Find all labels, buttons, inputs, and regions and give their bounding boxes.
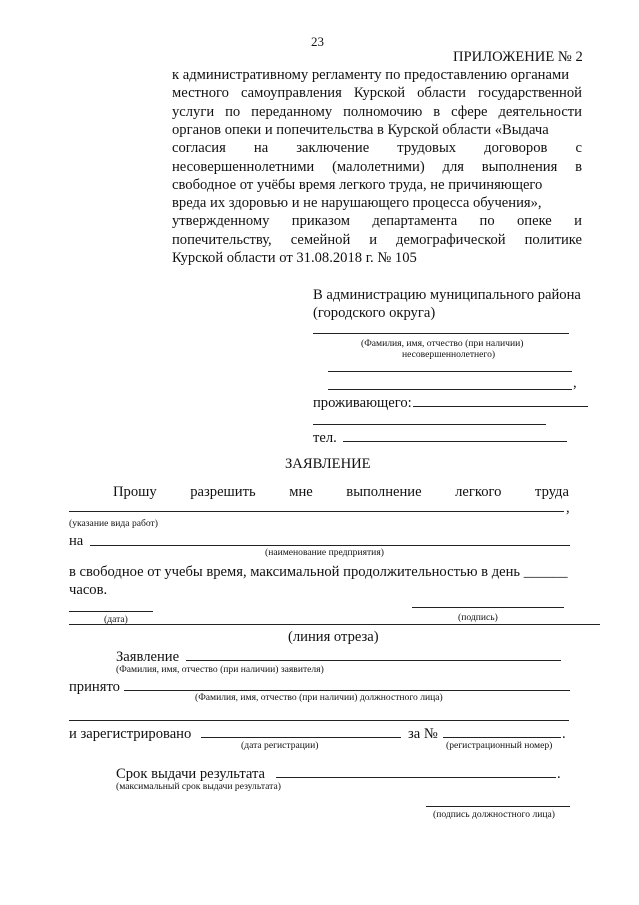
appendix-line — [172, 194, 542, 212]
signature-field[interactable] — [412, 607, 564, 608]
addressee-comma: , — [573, 375, 577, 391]
official-signature-field[interactable] — [426, 806, 570, 807]
deadline-label: Срок выдачи результата — [116, 766, 266, 782]
minor-name-hint-1: (Фамилия, имя, отчество (при наличии) — [361, 338, 524, 349]
date-field[interactable] — [69, 611, 153, 612]
appendix-word: по — [479, 213, 495, 230]
appendix-word: с — [575, 140, 582, 157]
appendix-word: согласия — [172, 140, 226, 157]
request-word: легкого — [455, 484, 502, 500]
appendix-word: услуги — [172, 103, 215, 120]
appendix-line — [172, 84, 582, 102]
request-word: выполнение — [346, 484, 422, 500]
appendix-line — [172, 66, 569, 84]
free-time-text: в свободное от учебы время, максимальной продолжительностью в день ______ — [69, 564, 568, 580]
receipt-statement-label: Заявление — [116, 649, 180, 665]
official-field-2[interactable] — [69, 720, 569, 721]
appendix-word: к административному регламенту по предоставлению органами — [172, 67, 570, 83]
appendix-word: по — [225, 103, 241, 120]
appendix-word: приказом — [291, 213, 350, 230]
on-label: на — [69, 533, 84, 549]
company-hint: (наименование предприятия) — [265, 547, 384, 558]
appendix-word: выполнения — [481, 158, 558, 175]
appendix-word: Курской — [353, 85, 406, 102]
appendix-word: в — [575, 158, 582, 175]
reg-date-field[interactable] — [201, 737, 401, 738]
addressee-line-2: (городского округа) — [313, 305, 436, 321]
appendix-line — [172, 158, 582, 176]
work-type-hint: (указание вида работ) — [69, 518, 158, 529]
appendix-word: (малолетними) — [332, 158, 425, 175]
reg-number-field[interactable] — [443, 737, 561, 738]
appendix-word: опеке — [517, 213, 552, 230]
appendix-line — [172, 103, 582, 121]
phone-field[interactable] — [343, 441, 567, 442]
work-type-field[interactable] — [69, 511, 564, 512]
cut-line-label: (линия отреза) — [288, 629, 379, 645]
appendix-word: и — [369, 231, 378, 248]
appendix-word: сфере — [451, 103, 488, 120]
appendix-line — [172, 176, 542, 194]
deadline-period: . — [557, 766, 561, 782]
residing-field-2[interactable] — [313, 424, 546, 425]
page-number: 23 — [311, 34, 324, 49]
statement-title: ЗАЯВЛЕНИЕ — [285, 456, 371, 472]
reg-date-hint: (дата регистрации) — [241, 740, 319, 751]
appendix-word: местного — [172, 85, 229, 102]
deadline-hint: (максимальный срок выдачи результата) — [116, 781, 281, 792]
hours-label: часов. — [69, 582, 108, 598]
phone-label: тел. — [313, 430, 337, 446]
minor-name-field-2[interactable] — [328, 371, 572, 372]
appendix-word: попечительству, — [172, 231, 272, 248]
appendix-title: ПРИЛОЖЕНИЕ № 2 — [453, 49, 583, 65]
appendix-word: в — [433, 103, 441, 120]
appendix-word: для — [442, 158, 464, 175]
residing-label: проживающего: — [313, 395, 412, 411]
request-line — [113, 483, 569, 501]
cut-separator — [69, 624, 600, 625]
appendix-word: утвержденному — [172, 213, 270, 230]
residing-field[interactable] — [413, 406, 588, 407]
appendix-word: трудовых — [397, 140, 457, 157]
reg-period: . — [562, 726, 566, 742]
signature-hint: (подпись) — [458, 612, 498, 623]
appendix-word: области — [417, 85, 466, 102]
appendix-word: демографической — [396, 231, 506, 248]
request-word: Прошу — [113, 484, 157, 500]
official-hint: (Фамилия, имя, отчество (при наличии) должностного лица) — [195, 692, 443, 703]
applicant-hint: (Фамилия, имя, отчество (при наличии) заявителя) — [116, 664, 324, 675]
appendix-word: договоров — [484, 140, 548, 157]
number-label: за № — [408, 726, 438, 742]
official-signature-hint: (подпись должностного лица) — [433, 809, 555, 820]
appendix-line — [172, 121, 549, 139]
appendix-word: несовершеннолетними — [172, 158, 315, 175]
accepted-label: принято — [69, 679, 120, 695]
minor-name-field-3[interactable] — [328, 389, 572, 390]
applicant-field[interactable] — [186, 660, 561, 661]
appendix-word: свободное от учёбы время легкого труда, не причиняющего — [172, 176, 543, 193]
request-word: труда — [535, 484, 569, 500]
appendix-word: органов опеки и попечительства в Курской области «Выдача — [172, 121, 549, 138]
appendix-word: департамента — [372, 213, 458, 230]
appendix-word: вреда их здоровью и не нарушающего процесса обучения», — [172, 195, 542, 212]
appendix-word: семейной — [290, 231, 351, 248]
date-hint: (дата) — [104, 614, 128, 625]
request-word: разрешить — [190, 484, 256, 500]
minor-name-hint-2: несовершеннолетнего) — [402, 349, 496, 360]
appendix-word: полномочию — [343, 103, 423, 120]
appendix-word: государственной — [477, 85, 582, 102]
appendix-word: Курской области от 31.08.2018 г. № 105 — [172, 250, 417, 266]
appendix-word: самоуправления — [241, 85, 342, 102]
work-type-comma: , — [566, 500, 570, 516]
appendix-word: политике — [524, 231, 582, 248]
appendix-word: на — [253, 140, 269, 157]
official-field[interactable] — [124, 690, 570, 691]
addressee-line-1: В администрацию муниципального района — [313, 287, 581, 303]
registered-label: и зарегистрировано — [69, 726, 192, 742]
appendix-line — [172, 139, 582, 157]
company-field[interactable] — [90, 545, 570, 546]
appendix-word: деятельности — [498, 103, 582, 120]
appendix-word: заключение — [296, 140, 370, 157]
appendix-line — [172, 231, 582, 249]
appendix-line — [172, 249, 417, 267]
minor-name-field[interactable] — [313, 333, 569, 334]
appendix-word: переданному — [251, 103, 333, 120]
reg-number-hint: (регистрационный номер) — [446, 740, 553, 751]
deadline-field[interactable] — [276, 777, 556, 778]
request-word: мне — [289, 484, 313, 500]
appendix-line — [172, 212, 582, 230]
appendix-word: и — [574, 213, 582, 230]
